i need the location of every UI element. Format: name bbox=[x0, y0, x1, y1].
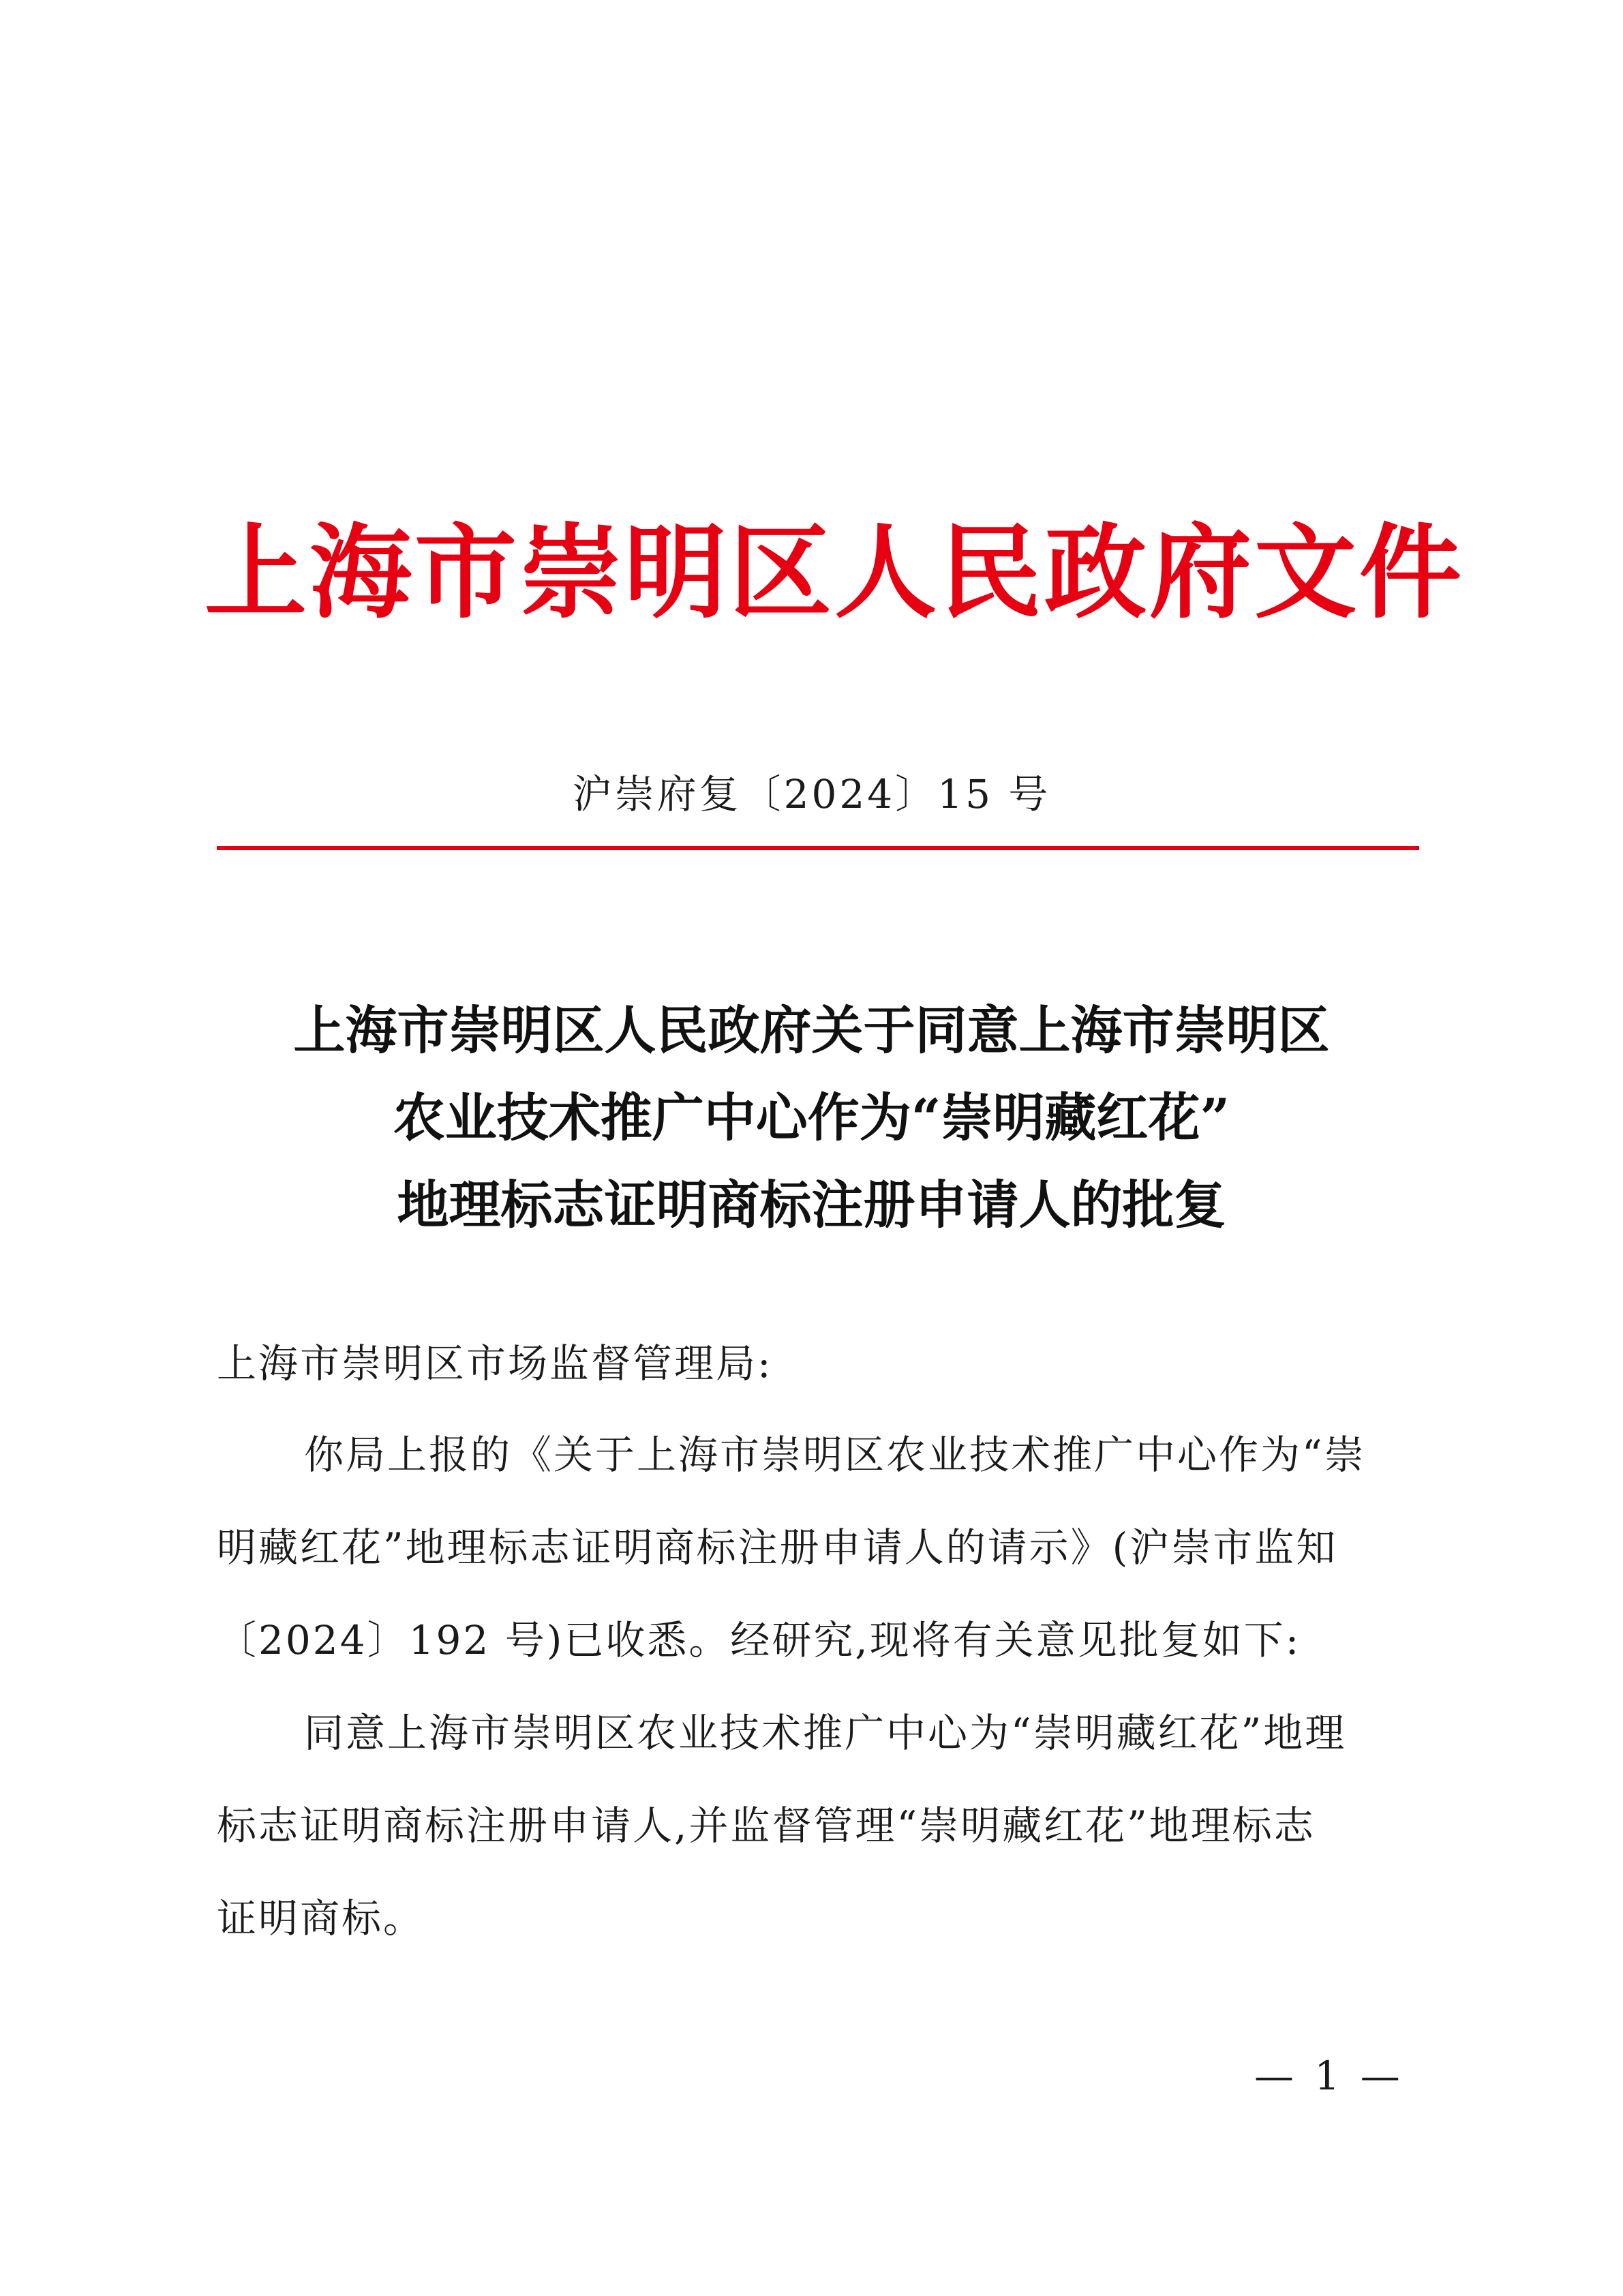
paragraph-2-line-2: 标志证明商标注册申请人,并监督管理“崇明藏红花”地理标志 bbox=[217, 1802, 1316, 1849]
paragraph-1-line-3: 〔2024〕192 号)已收悉。经研究,现将有关意见批复如下: bbox=[217, 1617, 1301, 1663]
title-line-1: 上海市崇明区人民政府关于同意上海市崇明区 bbox=[293, 1000, 1330, 1061]
body-paragraph-1 bbox=[217, 1408, 1419, 1687]
salutation: 上海市崇明区市场监督管理局: bbox=[217, 1340, 773, 1387]
document-number: 沪崇府复〔2024〕15 号 bbox=[572, 771, 1051, 817]
red-separator-line bbox=[217, 846, 1419, 850]
paragraph-2-line-3: 证明商标。 bbox=[217, 1895, 425, 1942]
title-line-2: 农业技术推广中心作为“崇明藏红花” bbox=[393, 1087, 1230, 1148]
masthead-title: 上海市崇明区人民政府文件 bbox=[204, 513, 1465, 633]
body-paragraph-2 bbox=[217, 1687, 1419, 1965]
paragraph-1-line-2: 明藏红花”地理标志证明商标注册申请人的请示》(沪崇市监知 bbox=[217, 1524, 1338, 1571]
paragraph-1-line-1: 你局上报的《关于上海市崇明区农业技术推广中心作为“崇 bbox=[304, 1432, 1366, 1478]
page-number: — 1 — bbox=[1254, 2053, 1404, 2099]
document-title bbox=[204, 987, 1419, 1249]
paragraph-2-line-1: 同意上海市崇明区农业技术推广中心为“崇明藏红花”地理 bbox=[304, 1710, 1347, 1756]
title-line-3: 地理标志证明商标注册申请人的批复 bbox=[397, 1175, 1226, 1235]
